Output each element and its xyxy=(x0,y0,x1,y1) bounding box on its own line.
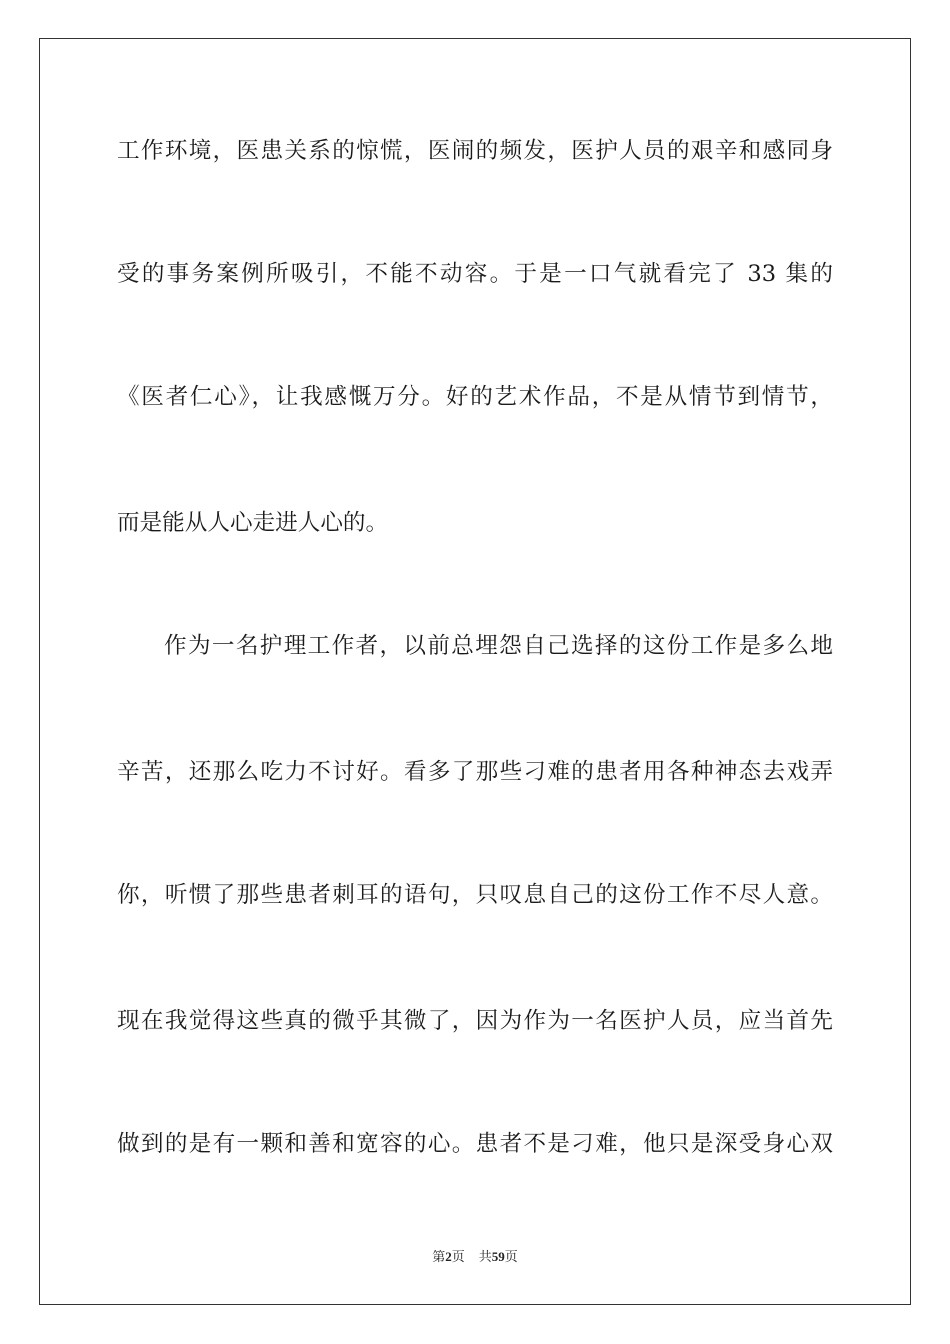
text-line: 《医者仁心》，让我感慨万分。好的艺术作品，不是从情节到情节， xyxy=(117,384,833,410)
text-line: 作为一名护理工作者，以前总埋怨自己选择的这份工作是多么地 xyxy=(164,633,833,659)
total-suffix: 页 xyxy=(504,1250,518,1265)
text-line: 现在我觉得这些真的微乎其微了，因为作为一名医护人员，应当首先 xyxy=(117,1008,833,1034)
page-prefix: 第 xyxy=(432,1250,446,1265)
text-line: 你，听惯了那些患者刺耳的语句，只叹息自己的这份工作不尽人意。 xyxy=(117,882,833,908)
text-line: 而是能从人心走进人心的。 xyxy=(117,510,389,536)
text-line: 做到的是有一颗和善和宽容的心。患者不是刁难，他只是深受身心双 xyxy=(117,1131,833,1157)
page-suffix: 页 xyxy=(451,1250,465,1265)
total-prefix: 共 xyxy=(478,1250,492,1265)
text-line: 工作环境，医患关系的惊慌，医闹的频发，医护人员的艰辛和感同身 xyxy=(117,138,833,164)
page-border xyxy=(39,38,911,1305)
text-line: 受的事务案例所吸引，不能不动容。于是一口气就看完了 33 集的 xyxy=(117,261,833,287)
current-page-number: 2 xyxy=(445,1249,452,1264)
page-footer xyxy=(0,1248,950,1267)
total-pages-number: 59 xyxy=(491,1249,505,1264)
text-line: 辛苦，还那么吃力不讨好。看多了那些刁难的患者用各种神态去戏弄 xyxy=(117,759,833,785)
